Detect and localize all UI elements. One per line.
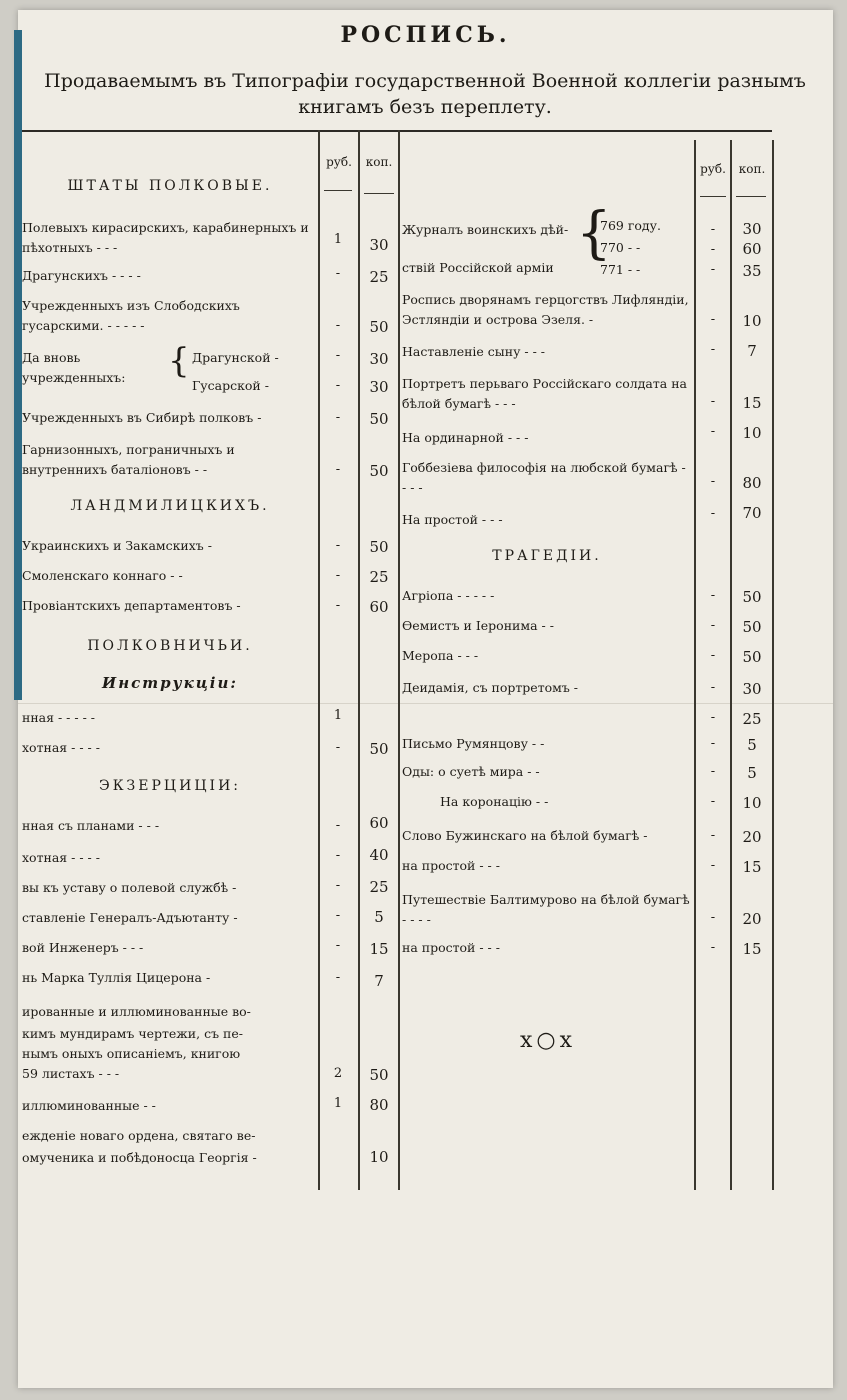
right-rub: -: [710, 764, 716, 779]
left-kop: 50: [369, 410, 389, 428]
right-item: Путешествіе Балтимурово на бѣлой бумагѣ - - - -: [402, 892, 690, 927]
left-kop-underline: [364, 193, 394, 194]
right-rub: -: [710, 910, 716, 925]
subtitle-line-1: Продаваемымъ въ Типографіи государственной Военной коллегіи разнымъ: [44, 70, 806, 92]
left-kop: 50: [369, 318, 389, 336]
right-rub: -: [710, 424, 716, 439]
left-item: Смоленскаго коннаго - -: [22, 568, 183, 583]
heading-ekz: ЭКЗЕРЦИЦІИ:: [99, 778, 241, 794]
right-item: На простой - - -: [402, 512, 503, 527]
left-item: Гарнизонныхъ, пограничныхъ и внутреннихъ баталіоновъ - -: [22, 442, 235, 477]
heading-shtaty: ШТАТЫ ПОЛКОВЫЕ.: [67, 178, 273, 194]
left-rub: -: [335, 538, 341, 553]
left-item: нь Марка Туллія Цицерона -: [22, 970, 211, 985]
left-kop: 30: [369, 378, 389, 396]
left-kop: 60: [369, 814, 389, 832]
right-rub: -: [710, 394, 716, 409]
left-rub: -: [335, 568, 341, 583]
left-rub: -: [335, 908, 341, 923]
right-item: Агріопа - - - - -: [402, 588, 495, 603]
right-rub-underline: [700, 196, 726, 197]
left-rub: 1: [333, 1096, 343, 1111]
subtitle-line-2: книгамъ безъ переплету.: [298, 96, 552, 118]
left-rub: 2: [333, 1066, 343, 1081]
right-item: Оды: о суетѣ мира - -: [402, 764, 540, 779]
left-kop: 25: [369, 268, 389, 286]
right-kop: 5: [747, 764, 757, 782]
document-subtitle: [30, 68, 820, 120]
right-rub: -: [710, 858, 716, 873]
right-item: На коронацію - -: [440, 794, 549, 809]
left-rub-underline: [324, 190, 352, 191]
left-item: хотная - - - -: [22, 850, 100, 865]
left-kop: 7: [374, 972, 384, 990]
right-kop-underline: [736, 196, 766, 197]
left-kop-rule: [398, 130, 400, 1190]
right-rub: -: [710, 506, 716, 521]
left-item: Драгунской -: [192, 350, 279, 365]
left-rub: -: [335, 318, 341, 333]
left-rub: -: [335, 462, 341, 477]
left-rub: -: [335, 878, 341, 893]
right-rub: -: [710, 828, 716, 843]
right-item: Өемистъ и Іеронима - -: [402, 618, 554, 633]
left-item: Полевыхъ кирасирскихъ, карабинерныхъ и пѣхотныхъ - - -: [22, 220, 309, 255]
right-kop: 10: [742, 312, 762, 330]
heading-polkov: ПОЛКОВНИЧЬИ.: [87, 638, 253, 654]
left-item: иллюминованные - -: [22, 1098, 156, 1113]
right-col-rub: руб.: [700, 162, 726, 176]
left-kop: 30: [369, 236, 389, 254]
right-zhurnal-line-2: ствій Россійской арміи: [402, 260, 554, 275]
left-kop: 50: [369, 1066, 389, 1084]
right-item: Письмо Румянцову - -: [402, 736, 545, 751]
left-rub: -: [335, 818, 341, 833]
right-kop: 25: [742, 710, 762, 728]
right-rub: -: [710, 680, 716, 695]
left-item: Украинскихъ и Закамскихъ -: [22, 538, 212, 553]
right-item: Гоббезіева философія на любской бумагѣ - - - -: [402, 460, 686, 495]
right-rub: -: [710, 312, 716, 327]
left-orden-line-1: ежденіе новаго ордена, святаго ве-: [22, 1128, 256, 1143]
right-rub: -: [710, 588, 716, 603]
left-kop: 10: [369, 1148, 389, 1166]
left-rub: -: [335, 378, 341, 393]
right-brace: {: [576, 201, 612, 266]
right-kop: 50: [742, 588, 762, 606]
right-rub: -: [710, 474, 716, 489]
right-item: Слово Бужинскаго на бѣлой бумагѣ -: [402, 828, 648, 843]
right-item: на простой - - -: [402, 940, 500, 955]
left-kop: 30: [369, 350, 389, 368]
left-kop: 50: [369, 538, 389, 556]
left-rub: -: [335, 740, 341, 755]
left-orden-line-2: омученика и побѣдоносца Георгія -: [22, 1150, 257, 1165]
right-rub: -: [710, 262, 716, 277]
left-rub: -: [335, 348, 341, 363]
left-mundir-line-2: кимъ мундирамъ чертежи, съ пе-: [22, 1026, 243, 1041]
right-item: Портретъ перьваго Россійскаго солдата на бѣлой бумагѣ - - -: [402, 376, 687, 411]
right-rub: -: [710, 794, 716, 809]
left-item-davnov: Да вновь учрежденныхъ:: [22, 350, 126, 385]
heading-instr: Инструкціи:: [102, 674, 238, 692]
left-mundir-line-1: ированные и иллюминованные во-: [22, 1004, 251, 1019]
right-kop: 50: [742, 648, 762, 666]
right-kop: 7: [747, 342, 757, 360]
right-rub-rule: [694, 140, 696, 1190]
left-rub: -: [335, 410, 341, 425]
right-item: Меропа - - -: [402, 648, 479, 663]
ornament: ⅹ○ⅹ: [520, 1028, 577, 1053]
right-item: На ординарной - - -: [402, 430, 529, 445]
heading-landmil: ЛАНДМИЛИЦКИХЪ.: [70, 498, 270, 514]
right-rub: -: [710, 940, 716, 955]
right-rub: -: [710, 710, 716, 725]
left-item: нная - - - - -: [22, 710, 95, 725]
right-kop: 15: [742, 940, 762, 958]
right-item: на простой - - -: [402, 858, 500, 873]
right-kop-rule: [772, 140, 774, 1190]
right-rub: -: [710, 648, 716, 663]
right-year: 769 году.: [600, 218, 661, 233]
left-item: ставленіе Генералъ-Адъютанту -: [22, 910, 238, 925]
right-mid-rule: [730, 140, 732, 1190]
right-rub: -: [710, 222, 716, 237]
left-kop: 50: [369, 740, 389, 758]
left-kop: 5: [374, 908, 384, 926]
right-kop: 30: [742, 680, 762, 698]
right-rub: -: [710, 736, 716, 751]
right-kop: 20: [742, 828, 762, 846]
right-item: Роспись дворянамъ герцогствъ Лифляндіи, Эстляндіи и острова Эзеля. -: [402, 292, 689, 327]
left-kop: 60: [369, 598, 389, 616]
left-rub: -: [335, 266, 341, 281]
left-kop: 40: [369, 846, 389, 864]
left-item: Провіантскихъ департаментовъ -: [22, 598, 241, 613]
left-item: нная съ планами - - -: [22, 818, 160, 833]
left-item: Гусарской -: [192, 378, 269, 393]
right-kop: 10: [742, 424, 762, 442]
right-kop: 80: [742, 474, 762, 492]
right-rub: -: [710, 618, 716, 633]
document-title: РОСПИСЬ.: [340, 22, 511, 48]
left-rub: 1: [333, 232, 343, 247]
left-mundir-line-4: 59 листахъ - - -: [22, 1066, 120, 1081]
right-kop: 15: [742, 394, 762, 412]
left-item: Драгунскихъ - - - -: [22, 268, 141, 283]
right-item: Наставленіе сыну - - -: [402, 344, 546, 359]
right-kop: 30: [742, 220, 762, 238]
header-rule: [22, 130, 772, 132]
left-rub: 1: [333, 708, 343, 723]
left-brace: {: [168, 341, 190, 381]
left-mid-rule: [358, 130, 360, 1190]
right-kop: 70: [742, 504, 762, 522]
right-kop: 50: [742, 618, 762, 636]
left-rub: -: [335, 598, 341, 613]
right-rub: -: [710, 242, 716, 257]
left-rub: -: [335, 848, 341, 863]
left-item: вы къ уставу о полевой службѣ -: [22, 880, 237, 895]
left-kop: 80: [369, 1096, 389, 1114]
left-kop: 50: [369, 462, 389, 480]
left-col-rub: руб.: [326, 155, 352, 169]
left-item: вой Инженеръ - - -: [22, 940, 144, 955]
right-kop: 5: [747, 736, 757, 754]
left-item: Учрежденныхъ въ Сибирѣ полковъ -: [22, 410, 262, 425]
right-year: 771 - -: [600, 262, 641, 277]
left-item: хотная - - - -: [22, 740, 100, 755]
left-rub: -: [335, 938, 341, 953]
left-kop: 25: [369, 568, 389, 586]
right-kop: 35: [742, 262, 762, 280]
left-item: Учрежденныхъ изъ Слободскихъ гусарскими. - - - - -: [22, 298, 240, 333]
right-rub: -: [710, 342, 716, 357]
right-kop: 60: [742, 240, 762, 258]
right-zhurnal-line-1: Журналъ воинскихъ дѣй-: [402, 222, 569, 237]
heading-trag: ТРАГЕДІИ.: [492, 548, 602, 564]
left-col-kop: коп.: [365, 155, 393, 169]
right-item: Деидамія, съ портретомъ -: [402, 680, 579, 695]
right-kop: 20: [742, 910, 762, 928]
right-kop: 15: [742, 858, 762, 876]
right-kop: 10: [742, 794, 762, 812]
right-year: 770 - -: [600, 240, 641, 255]
left-kop: 25: [369, 878, 389, 896]
right-col-kop: коп.: [738, 162, 766, 176]
left-kop: 15: [369, 940, 389, 958]
left-rub: -: [335, 970, 341, 985]
left-mundir-line-3: нымъ оныхъ описаніемъ, книгою: [22, 1046, 241, 1061]
